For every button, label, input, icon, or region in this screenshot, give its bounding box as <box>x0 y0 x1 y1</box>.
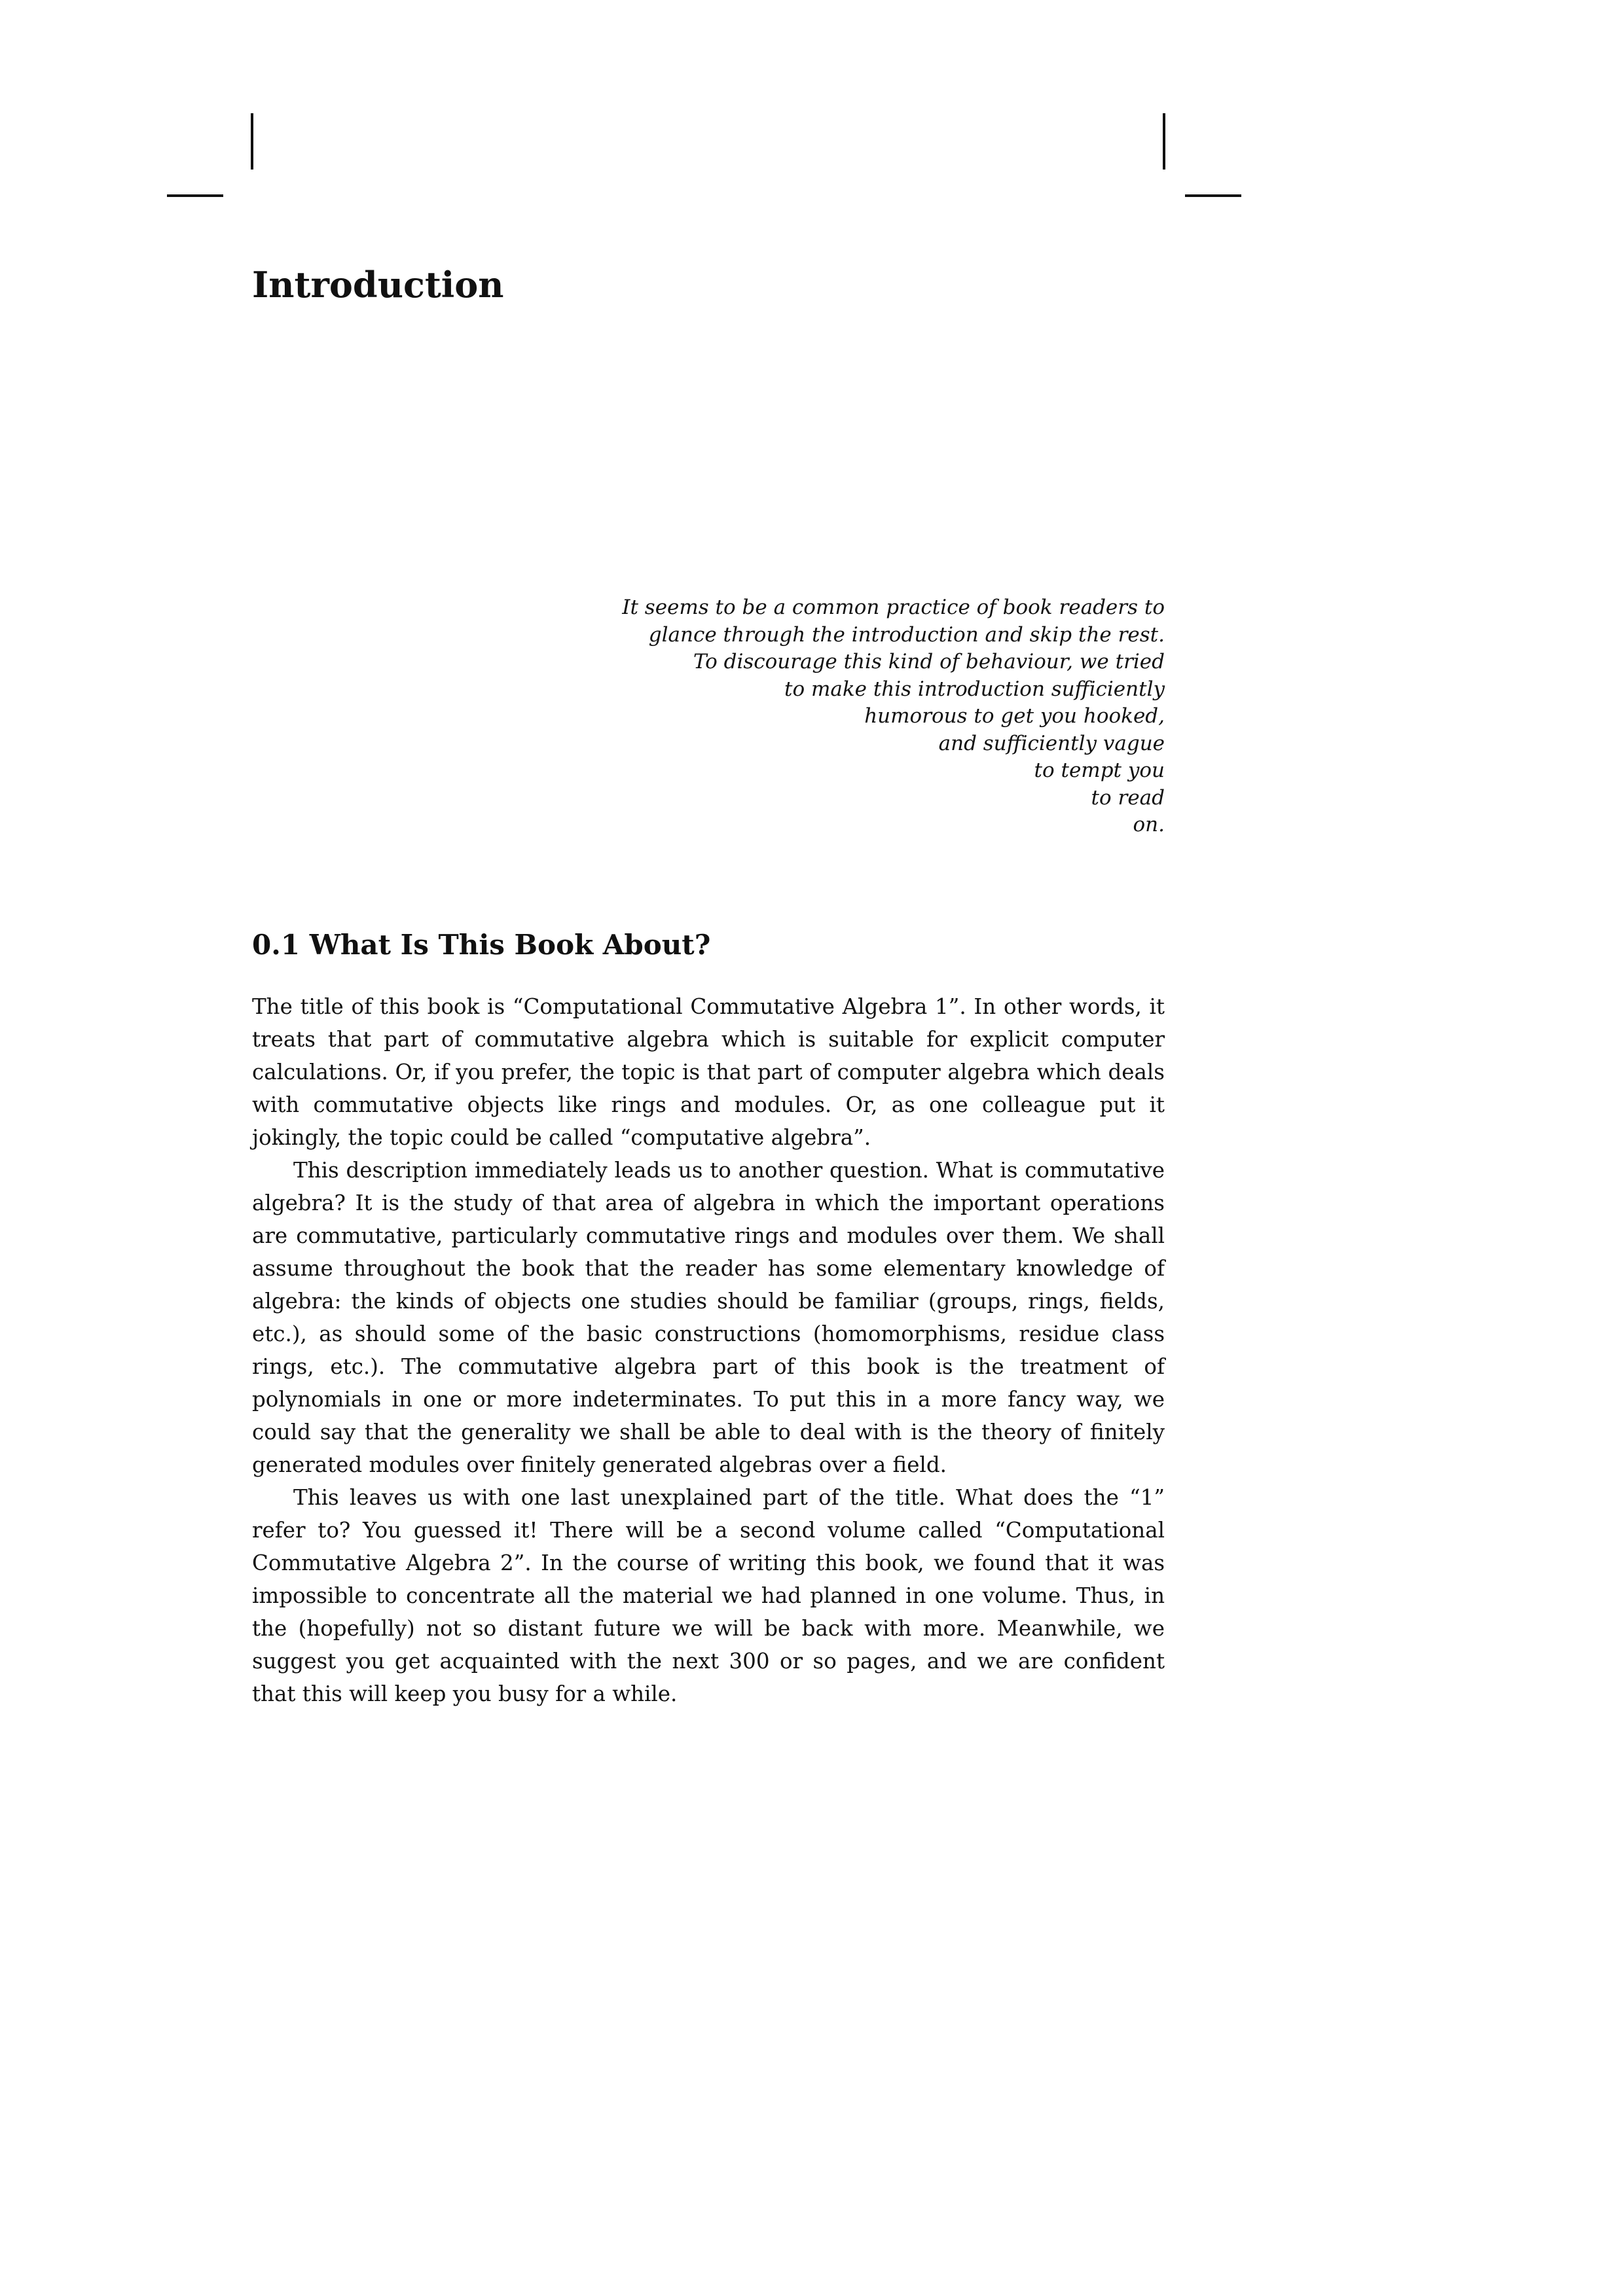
epigraph-line: and sufficiently vague <box>938 731 1165 755</box>
epigraph-line: to make this introduction sufficiently <box>784 677 1165 701</box>
epigraph-line: glance through the introduction and skip the rest. <box>648 622 1165 647</box>
epigraph-line: It seems to be a common practice of book readers to <box>622 596 1165 619</box>
body-paragraph-2: This description immediately leads us to another question. What is commutative algebra? It is the study of that area of algebra in which the important operations are commutative, particularly commutative rings and modules over them. We shall assume throughout the book that the reader has some elementary knowledge of algebra: the kinds of objects one studies should be familiar (groups, rings, fields, etc.), as should some of the basic constructions (homomorphisms, residue class rings, etc.). The commutative algebra part of this book is the treatment of polynomials in one or more indeterminates. To put this in a more fancy way, we could say that the generality we shall be able to deal with is the theory of finitely generated modules over finitely generated algebras over a field. <box>252 1158 1165 1477</box>
epigraph-line: To discourage this kind of behaviour, we tried <box>693 650 1165 673</box>
crop-mark-top-right-vertical <box>1163 113 1165 170</box>
epigraph-line: to tempt you <box>1034 759 1165 782</box>
crop-mark-top-left-vertical <box>251 113 253 170</box>
epigraph-line: to read <box>1091 785 1165 810</box>
body-paragraph-3: This leaves us with one last unexplained part of the title. What does the “1” refer to? You guessed it! There will be a second volume called “Computational Commutative Algebra 2”. In the course of writing this book, we found that it was impossible to concentrate all the material we had planned in one volume. Thus, in the (hopefully) not so distant future we will be back with more. Meanwhile, we suggest you get acquainted with the next 300 or so pages, and we are confident that this will keep you busy for a while. <box>252 1485 1165 1706</box>
section-body <box>252 990 1165 1710</box>
section-heading: 0.1 What Is This Book About? <box>252 929 711 961</box>
body-paragraph-1: The title of this book is “Computational Commutative Algebra 1”. In other words, it treats that part of commutative algebra which is suitable for explicit computer calculations. Or, if you prefer, the topic is that part of computer algebra which deals with commutative objects like rings and modules. Or, as one colleague put it jokingly, the topic could be called “computative algebra”. <box>252 994 1165 1150</box>
chapter-title: Introduction <box>252 264 504 306</box>
epigraph-line: on. <box>1133 813 1165 836</box>
crop-mark-top-right-horizontal <box>1185 194 1241 197</box>
epigraph <box>445 594 1165 839</box>
epigraph-line: humorous to get you hooked, <box>864 704 1165 728</box>
crop-mark-top-left-horizontal <box>167 194 223 197</box>
